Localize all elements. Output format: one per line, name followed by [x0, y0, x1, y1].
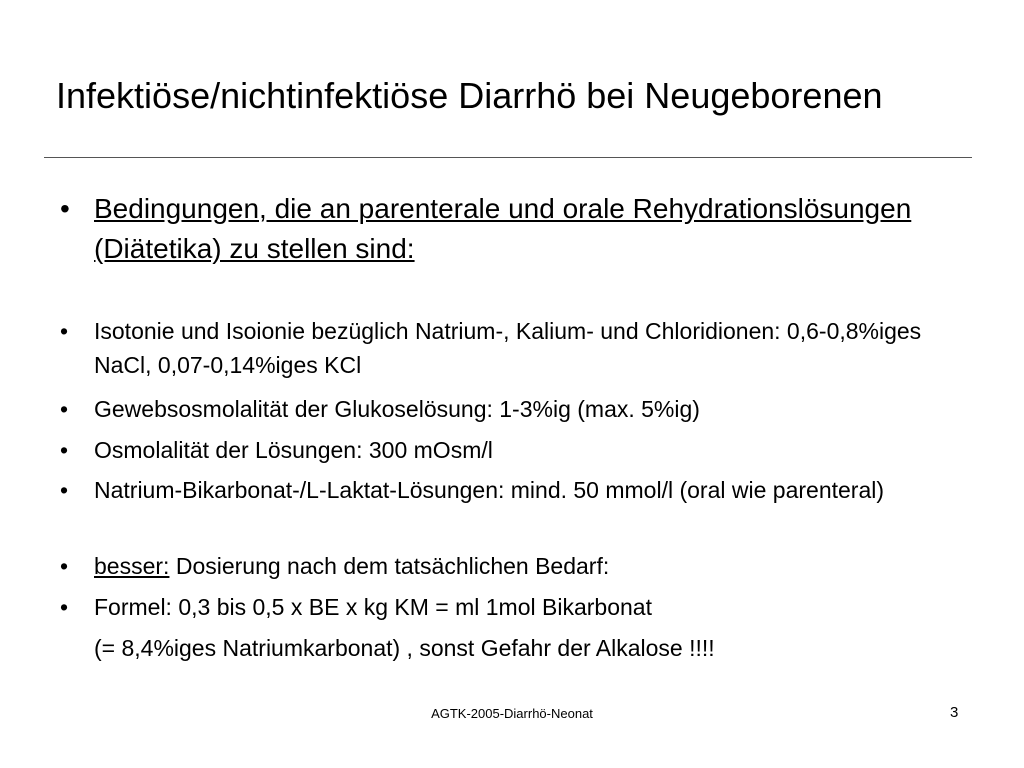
list-item-text: Osmolalität der Lösungen: 300 mOsm/l — [94, 437, 493, 463]
bullet-dot: • — [60, 193, 70, 224]
list-item-text: Isotonie und Isoionie bezüglich Natrium-, Kalium- und Chloridionen: 0,6-0,8%iges NaCl, 0,07-0,14%iges KCl — [94, 318, 922, 378]
list-item-text: Gewebsosmolalität der Glukoselösung: 1-3%ig (max. 5%ig) — [94, 396, 700, 422]
title-divider — [44, 157, 972, 158]
bullet-dot: • — [60, 553, 69, 579]
list-item-text — [94, 549, 964, 583]
bullet-dot: • — [60, 594, 69, 620]
bullet-dot: • — [60, 318, 69, 344]
list-item-text: Natrium-Bikarbonat-/L-Laktat-Lösungen: mind. 50 mmol/l (oral wie parenteral) — [94, 477, 885, 503]
bullet-dot: • — [60, 437, 69, 463]
bullet-dot: • — [60, 477, 69, 503]
list-item-text: Formel: 0,3 bis 0,5 x BE x kg KM = ml 1mol Bikarbonat — [94, 594, 652, 620]
bullet-dot: • — [60, 396, 69, 422]
besser-label: besser: — [94, 553, 170, 579]
besser-text: Dosierung nach dem tatsächlichen Bedarf: — [169, 553, 610, 579]
slide-title: Infektiöse/nichtinfektiöse Diarrhö bei Neugeborenen — [56, 75, 883, 116]
footer-text: AGTK-2005-Diarrhö-Neonat — [431, 706, 593, 721]
page-number: 3 — [950, 704, 959, 721]
continuation-line: (= 8,4%iges Natriumkarbonat) , sonst Gefahr der Alkalose !!!! — [94, 635, 715, 661]
main-bullet-text: Bedingungen, die an parenterale und orale Rehydrationslösungen (Diätetika) zu stellen sind: — [94, 193, 912, 264]
